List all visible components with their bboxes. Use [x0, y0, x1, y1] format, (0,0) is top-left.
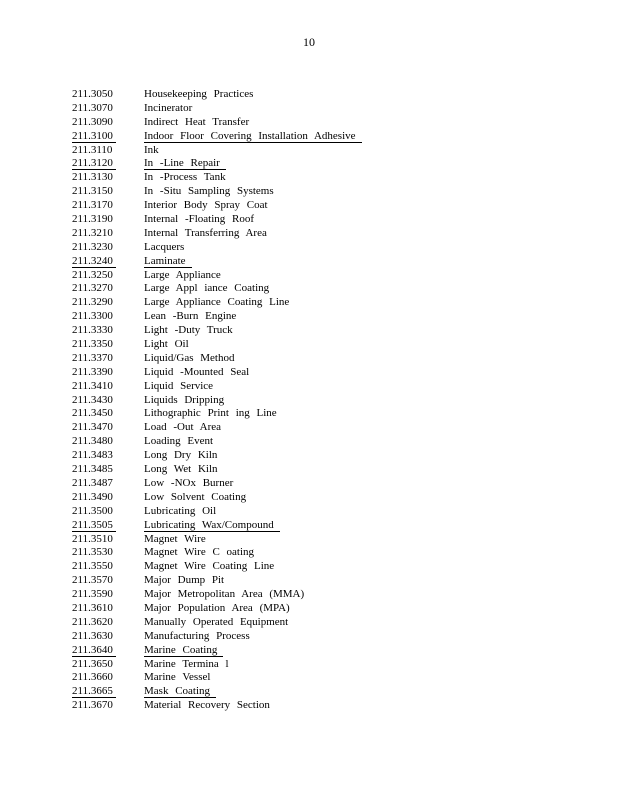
section-number: 211.3510 [72, 532, 113, 545]
list-item [72, 116, 372, 130]
list-item [72, 435, 372, 449]
section-number: 211.3240 [72, 255, 116, 268]
section-number: 211.3300 [72, 310, 113, 323]
list-item [72, 463, 372, 477]
defined-term: Lacquers [144, 240, 185, 253]
section-number: 211.3665 [72, 685, 116, 698]
list-item [72, 144, 372, 158]
list-item [72, 671, 372, 685]
list-item [72, 102, 372, 116]
section-number: 211.3550 [72, 560, 113, 573]
section-number: 211.3050 [72, 88, 113, 100]
defined-term: Load -Out Area [144, 421, 222, 434]
list-item [72, 644, 372, 658]
section-number: 211.3100 [72, 130, 116, 143]
list-item [72, 685, 372, 699]
defined-term: Large Appliance [144, 268, 221, 281]
list-item [72, 199, 372, 213]
section-number: 211.3500 [72, 504, 113, 517]
section-number: 211.3670 [72, 699, 113, 712]
list-item [72, 310, 372, 324]
section-number: 211.3590 [72, 588, 113, 601]
section-number: 211.3570 [72, 574, 113, 587]
defined-term: Magnet Wire [144, 532, 206, 545]
defined-term: Magnet Wire C oating [144, 546, 255, 559]
defined-term: Large Appliance Coating Line [144, 296, 290, 309]
section-number: 211.3110 [72, 143, 113, 156]
defined-term: Loading Event [144, 435, 214, 448]
defined-term: Mask Coating [144, 685, 216, 698]
section-number: 211.3270 [72, 282, 113, 295]
list-item [72, 616, 372, 630]
list-item [72, 282, 372, 296]
defined-term: Magnet Wire Coating Line [144, 560, 275, 573]
section-number: 211.3485 [72, 463, 113, 476]
defined-term: In -Situ Sampling Systems [144, 185, 274, 198]
defined-term: Large Appl iance Coating [144, 282, 270, 295]
defined-term: In -Process Tank [144, 171, 226, 184]
list-item [72, 130, 372, 144]
list-item [72, 560, 372, 574]
section-number: 211.3660 [72, 671, 113, 684]
defined-term: Incinerator [144, 101, 193, 114]
section-number: 211.3250 [72, 268, 113, 281]
defined-term: Housekeeping Practices [144, 88, 254, 100]
list-item [72, 185, 372, 199]
list-item [72, 477, 372, 491]
defined-term: Low -NOx Burner [144, 476, 234, 489]
section-number: 211.3530 [72, 546, 113, 559]
list-item [72, 505, 372, 519]
defined-term: Laminate [144, 255, 192, 268]
section-number: 211.3450 [72, 407, 113, 420]
section-number: 211.3630 [72, 629, 113, 642]
defined-term: Marine Coating [144, 644, 223, 657]
defined-term: Manually Operated Equipment [144, 615, 289, 628]
defined-term: Light -Duty Truck [144, 324, 233, 337]
defined-term: Lean -Burn Engine [144, 310, 237, 323]
defined-term: Long Dry Kiln [144, 449, 218, 462]
defined-term: Internal -Floating Roof [144, 213, 255, 226]
list-item [72, 366, 372, 380]
section-number: 211.3210 [72, 226, 113, 239]
defined-term: Lithographic Print ing Line [144, 407, 277, 420]
section-number: 211.3130 [72, 171, 113, 184]
defined-term: Major Population Area (MPA) [144, 601, 290, 614]
defined-term: Indirect Heat Transfer [144, 115, 250, 128]
list-item [72, 88, 372, 102]
list-item [72, 324, 372, 338]
section-number: 211.3650 [72, 657, 113, 670]
defined-term: Internal Transferring Area [144, 226, 267, 239]
defined-term: Liquid/Gas Method [144, 351, 235, 364]
defined-term: Indoor Floor Covering Installation Adhesive [144, 130, 362, 143]
list-item [72, 630, 372, 644]
defined-term: Major Dump Pit [144, 574, 225, 587]
section-number: 211.3120 [72, 157, 116, 170]
list-item [72, 352, 372, 366]
defined-term: Marine Termina l [144, 657, 229, 670]
list-item [72, 255, 372, 269]
section-number: 211.3620 [72, 615, 113, 628]
list-item [72, 491, 372, 505]
list-item [72, 421, 372, 435]
defined-term: Liquid -Mounted Seal [144, 365, 250, 378]
defined-term: Low Solvent Coating [144, 490, 247, 503]
defined-term: Lubricating Wax/Compound [144, 519, 280, 532]
section-number: 211.3070 [72, 101, 113, 114]
list-item [72, 588, 372, 602]
section-number: 211.3470 [72, 421, 113, 434]
list-item [72, 546, 372, 560]
defined-term: Lubricating Oil [144, 504, 217, 517]
section-number: 211.3330 [72, 324, 113, 337]
section-number: 211.3640 [72, 644, 116, 657]
section-number: 211.3090 [72, 115, 113, 128]
section-number: 211.3480 [72, 435, 113, 448]
section-number: 211.3390 [72, 365, 113, 378]
list-item [72, 407, 372, 421]
defined-term: Liquids Dripping [144, 393, 225, 406]
section-number: 211.3170 [72, 199, 113, 212]
section-number: 211.3505 [72, 519, 116, 532]
defined-term: Long Wet Kiln [144, 463, 218, 476]
list-item [72, 658, 372, 672]
defined-term: Liquid Service [144, 379, 214, 392]
section-number: 211.3430 [72, 393, 113, 406]
list-item [72, 380, 372, 394]
definition-index-list [72, 88, 372, 713]
list-item [72, 269, 372, 283]
list-item [72, 394, 372, 408]
defined-term: Material Recovery Section [144, 699, 270, 712]
list-item [72, 296, 372, 310]
list-item [72, 227, 372, 241]
list-item [72, 171, 372, 185]
defined-term: Manufacturing Process [144, 629, 250, 642]
section-number: 211.3290 [72, 296, 113, 309]
list-item [72, 574, 372, 588]
defined-term: Marine Vessel [144, 671, 211, 684]
section-number: 211.3483 [72, 449, 113, 462]
list-item [72, 338, 372, 352]
section-number: 211.3190 [72, 213, 113, 226]
section-number: 211.3150 [72, 185, 113, 198]
page-number: 10 [303, 35, 315, 49]
section-number: 211.3410 [72, 379, 113, 392]
defined-term: Ink [144, 143, 159, 156]
list-item [72, 602, 372, 616]
defined-term: Interior Body Spray Coat [144, 199, 268, 212]
section-number: 211.3230 [72, 240, 113, 253]
section-number: 211.3610 [72, 601, 113, 614]
list-item [72, 519, 372, 533]
section-number: 211.3487 [72, 476, 113, 489]
section-number: 211.3490 [72, 490, 113, 503]
defined-term: Major Metropolitan Area (MMA) [144, 588, 305, 601]
list-item [72, 157, 372, 171]
defined-term: Light Oil [144, 338, 189, 351]
list-item [72, 699, 372, 713]
list-item [72, 241, 372, 255]
list-item [72, 213, 372, 227]
list-item [72, 449, 372, 463]
list-item [72, 533, 372, 547]
section-number: 211.3370 [72, 351, 113, 364]
section-number: 211.3350 [72, 338, 113, 351]
defined-term: In -Line Repair [144, 157, 226, 170]
